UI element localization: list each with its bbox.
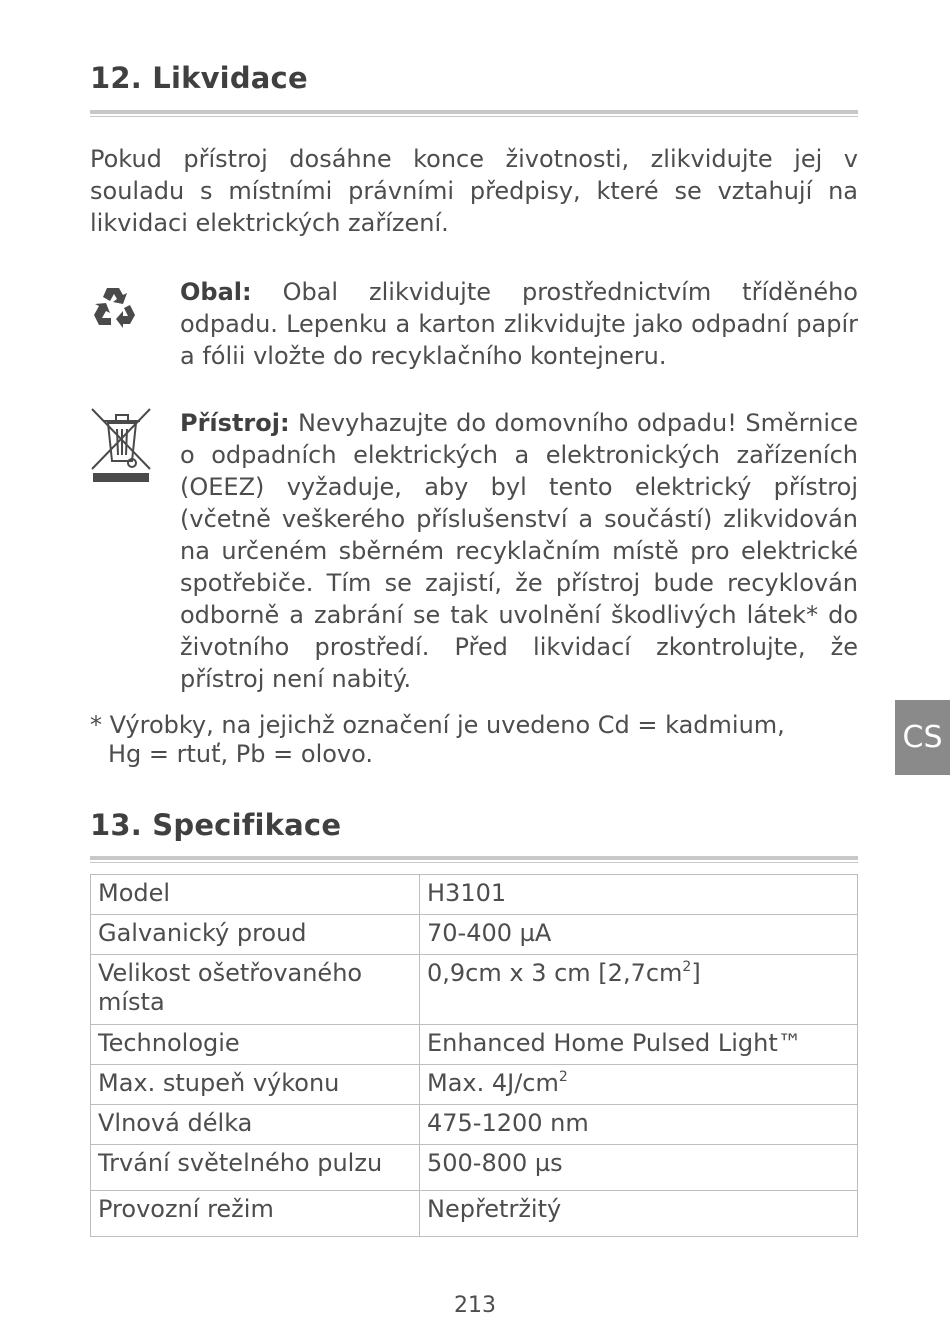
section-12-rule: [90, 110, 858, 117]
packaging-text: [180, 276, 858, 372]
spec-label: Technologie: [91, 1025, 420, 1065]
table-row: [91, 1191, 858, 1237]
section-13-rule: [90, 856, 858, 863]
spec-label: Vlnová délka: [91, 1105, 420, 1145]
spec-value-text: 475-1200 nm: [427, 1109, 589, 1137]
spec-label: Model: [91, 875, 420, 915]
table-row: [91, 1105, 858, 1145]
spec-value: [420, 1191, 858, 1237]
table-row: [91, 955, 858, 1025]
spec-value: [420, 1025, 858, 1065]
spec-label: Provozní režim: [91, 1191, 420, 1237]
spec-superscript: 2: [558, 1069, 568, 1085]
page-number: 213: [454, 1293, 496, 1318]
spec-value: [420, 1105, 858, 1145]
table-row: [91, 1145, 858, 1191]
device-text: [180, 407, 858, 695]
table-row: [91, 1065, 858, 1105]
device-body: Nevyhazujte do domovního odpadu! Směrnice o odpadních elektrických a elektronických zařízeních (OEEZ) vyžaduje, aby byl tento elektrický přístroj (včetně veškerého příslušenství a součástí) zlikvidován na určeném sběrném recyklačním místě pro elektrické spotřebiče. Tím se zajistí, že přístroj bude recyklován odborně a zabrání se tak uvolnění škodlivých látek* do životního prostředí. Před likvidací zkontrolujte, že přístroj není nabitý.: [180, 409, 858, 693]
spec-value-text: Nepřetržitý: [427, 1195, 562, 1223]
spec-label: Velikost ošetřovaného místa: [91, 955, 420, 1025]
crossed-bin-icon: [90, 407, 152, 491]
spec-value: [420, 915, 858, 955]
spec-value-text: H3101: [427, 879, 507, 907]
spec-label: Trvání světelného pulzu: [91, 1145, 420, 1191]
spec-value-text: 70-400 µA: [427, 919, 552, 947]
section-12-title: 12. Likvidace: [90, 61, 308, 95]
spec-label: Max. stupeň výkonu: [91, 1065, 420, 1105]
spec-value-text: 500-800 µs: [427, 1149, 563, 1177]
recycle-icon: [90, 284, 138, 336]
spec-value-text: 0,9cm x 3 cm [2,7cm: [427, 959, 683, 987]
table-row: [91, 915, 858, 955]
spec-value: [420, 1145, 858, 1191]
packaging-label: Obal:: [180, 278, 252, 306]
footnote-line-1: * Výrobky, na jejichž označení je uvedeno Cd = kadmium,: [90, 711, 785, 739]
spec-label: Galvanický proud: [91, 915, 420, 955]
footnote-line-2: Hg = rtuť, Pb = olovo.: [108, 740, 374, 768]
spec-value-text: Enhanced Home Pulsed Light™: [427, 1029, 802, 1057]
section-13-title: 13. Specifikace: [90, 808, 342, 842]
spec-value: [420, 955, 858, 1025]
spec-value-text: Max. 4J/cm: [427, 1069, 559, 1097]
spec-value: [420, 875, 858, 915]
table-row: [91, 1025, 858, 1065]
disposal-intro: Pokud přístroj dosáhne konce životnosti, zlikvidujte jej v souladu s místními právními předpisy, které se vztahují na likvidaci elektrických zařízení.: [90, 145, 858, 237]
spec-superscript: 2: [682, 959, 692, 975]
spec-value: [420, 1065, 858, 1105]
spec-table: [90, 874, 858, 1237]
packaging-body: Obal zlikvidujte prostřednictvím tříděného odpadu. Lepenku a karton zlikvidujte jako odpadní papír a fólii vložte do recyklačního kontejneru.: [180, 278, 858, 370]
language-tab: CS: [895, 700, 950, 775]
table-row: [91, 875, 858, 915]
device-label: Přístroj:: [180, 409, 290, 437]
spec-value-suffix: ]: [691, 959, 701, 987]
